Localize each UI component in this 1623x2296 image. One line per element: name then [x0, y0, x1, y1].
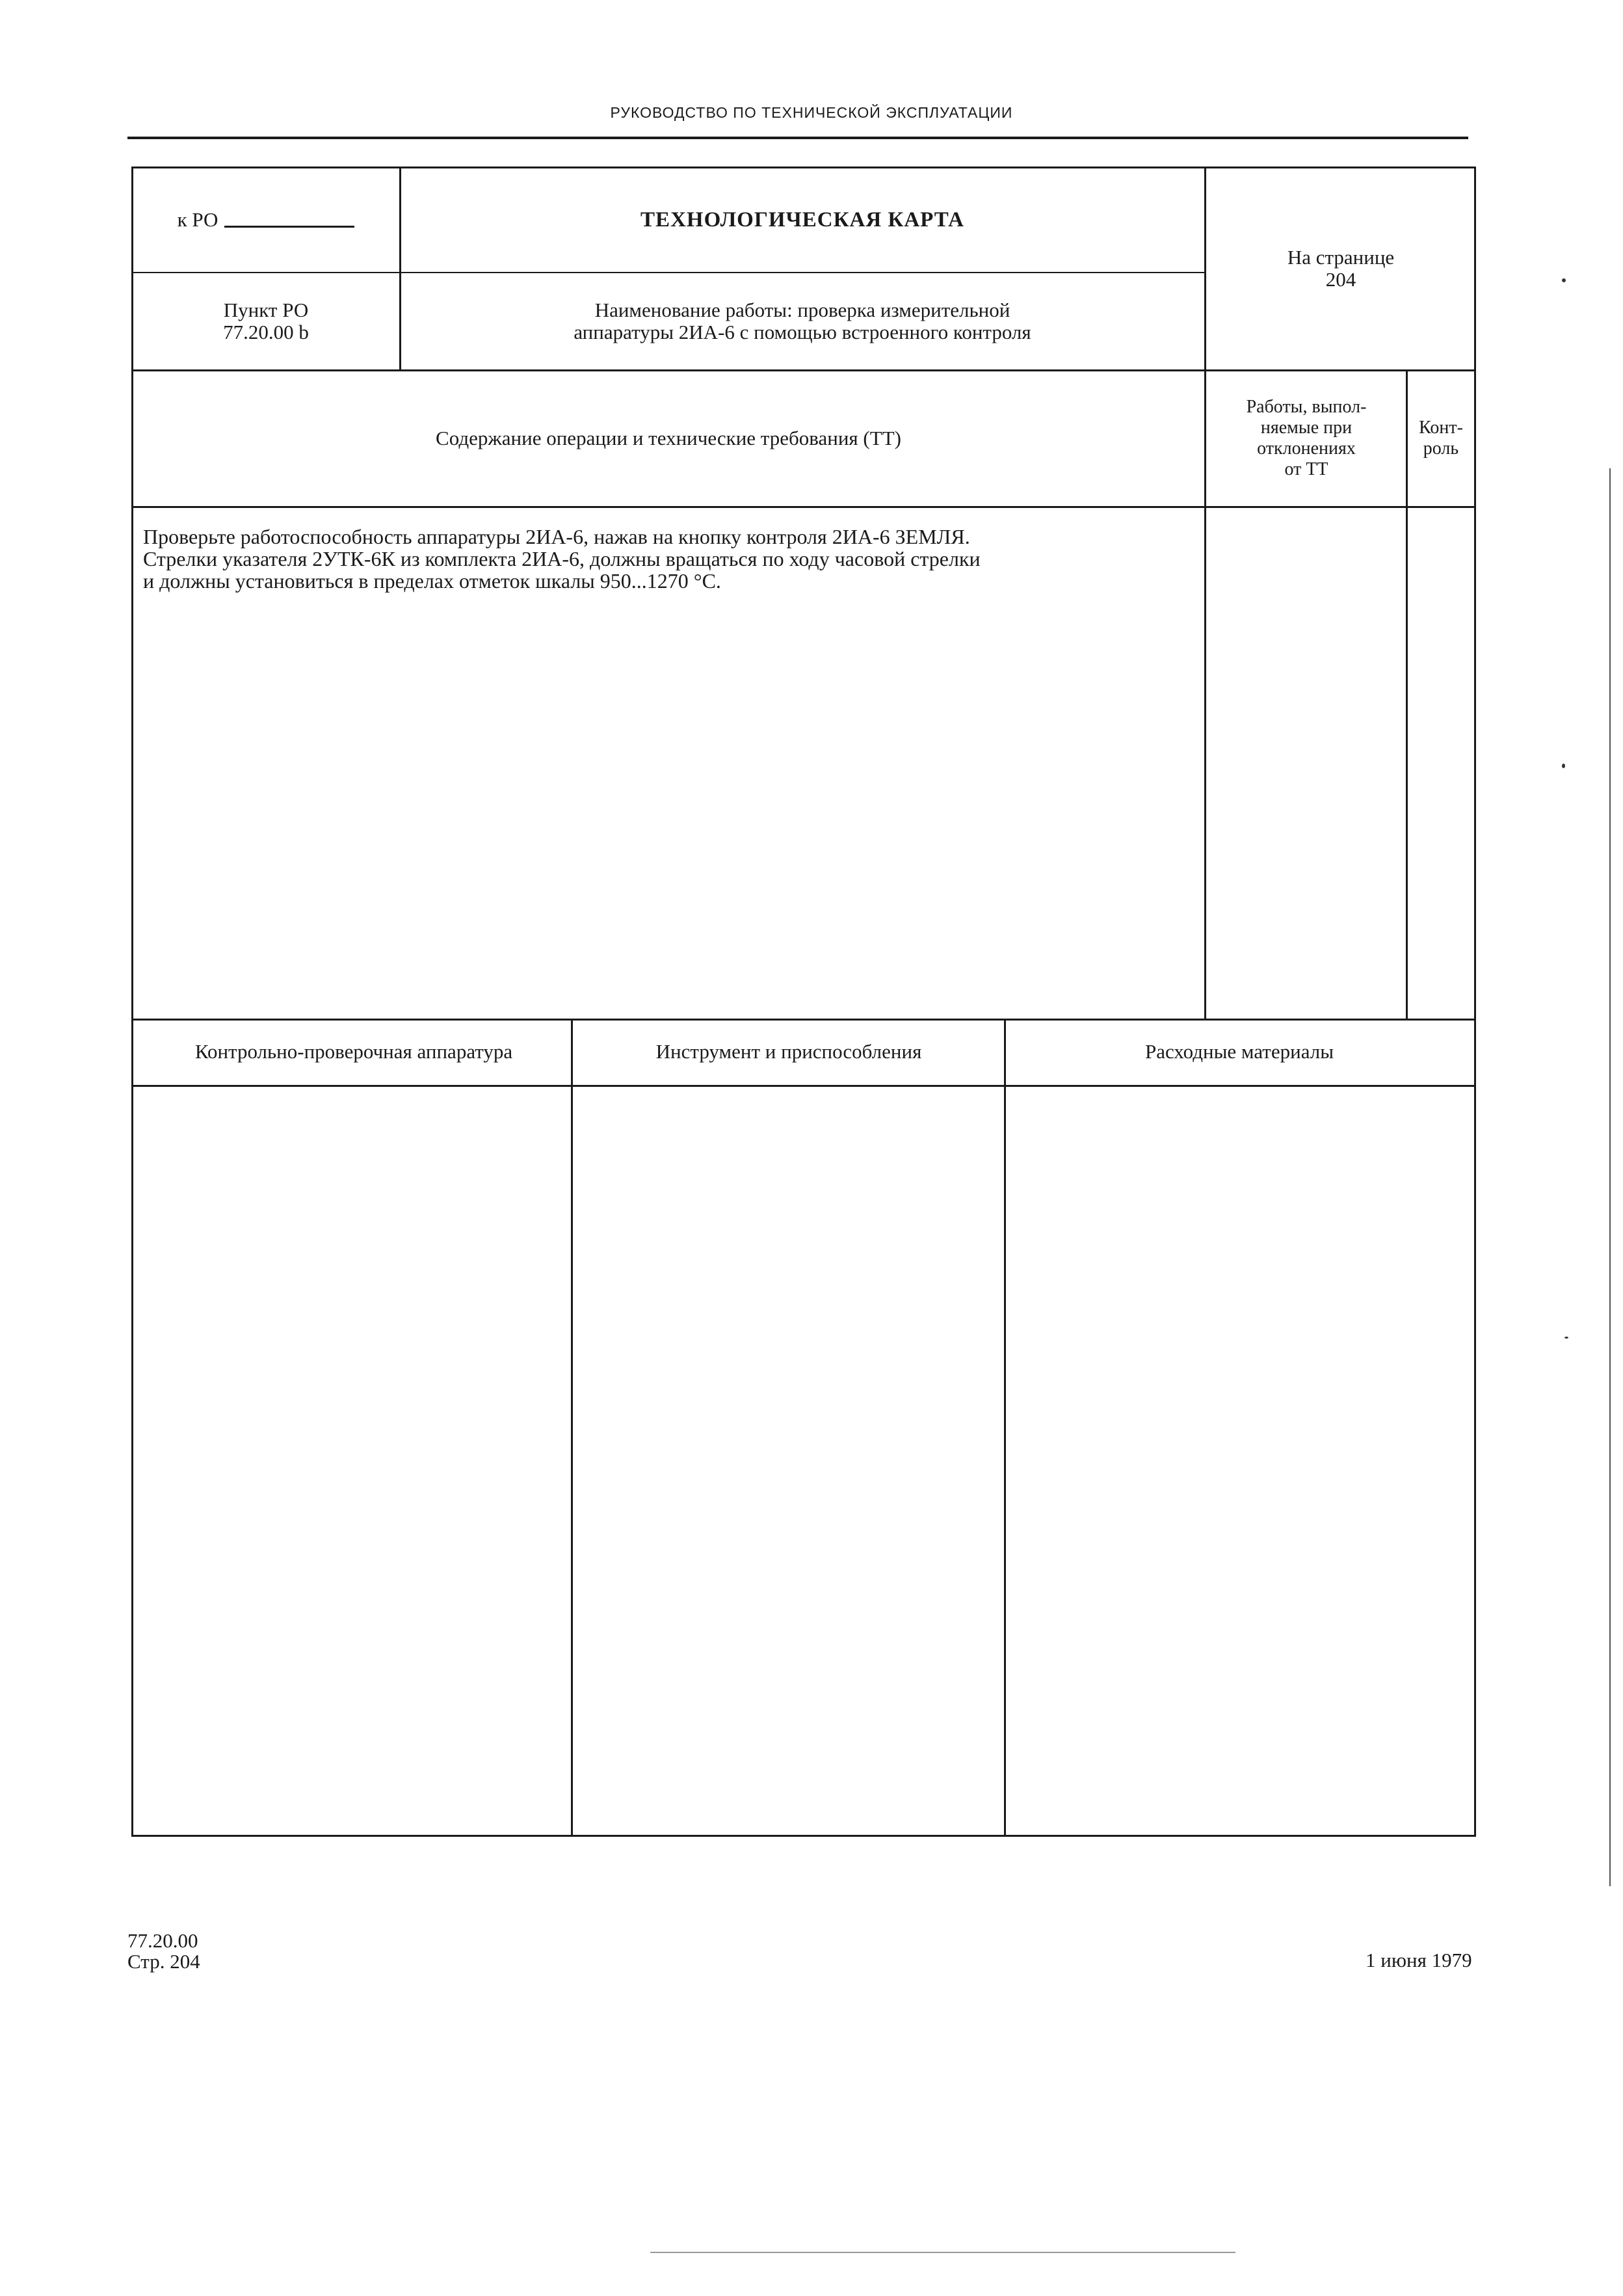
deviation-header-line: отклонениях: [1257, 438, 1356, 459]
footer-date: 1 июня 1979: [1366, 1949, 1472, 1971]
control-column-header: [1407, 371, 1475, 506]
punkt-label: Пункт РО: [223, 299, 309, 321]
divider: [571, 1019, 573, 1837]
operation-line: и должны установиться в пределах отметок шкалы 950...1270 °С.: [143, 569, 721, 593]
table-border-bottom: [131, 1835, 1476, 1837]
scan-smudge: [650, 2252, 1235, 2253]
ko-label: к РО: [177, 208, 218, 231]
header-rule: [127, 137, 1468, 139]
deviation-header-line: от ТТ: [1284, 459, 1328, 479]
deviation-header-line: няемые при: [1260, 418, 1352, 438]
punkt-cell: [133, 273, 399, 369]
deviation-header-line: Работы, выпол-: [1246, 397, 1367, 417]
divider: [1004, 1019, 1006, 1837]
work-name-cell: [401, 273, 1204, 369]
card-title: ТЕХНОЛОГИЧЕСКАЯ КАРТА: [640, 207, 964, 232]
scan-edge-line: [1609, 468, 1611, 1886]
deviation-column-header: [1207, 371, 1406, 506]
tools-column-header: Инструмент и приспособления: [655, 1040, 922, 1063]
footer-page: Стр. 204: [127, 1950, 200, 1973]
footer-left: [127, 1930, 200, 1972]
control-header-line: роль: [1423, 438, 1459, 459]
materials-column-header: Расходные материалы: [1144, 1040, 1334, 1063]
content-column-header: Содержание операции и технические требования (ТТ): [436, 427, 901, 449]
running-header: РУКОВОДСТВО ПО ТЕХНИЧЕСКОЙ ЭКСПЛУАТАЦИИ: [610, 104, 1013, 121]
divider: [1204, 167, 1206, 1020]
work-name-line: Наименование работы: проверка измерительной: [594, 299, 1010, 321]
control-header-line: Конт-: [1419, 418, 1463, 438]
footer-section: 77.20.00: [127, 1929, 198, 1952]
scan-speck: [1564, 1337, 1568, 1339]
equipment-column-header: Контрольно-проверочная аппаратура: [194, 1040, 513, 1063]
operation-text: [143, 526, 1196, 592]
scan-speck: [1562, 278, 1566, 282]
scan-speck: [1562, 764, 1565, 768]
divider: [131, 506, 1476, 508]
page-number: 204: [1325, 268, 1356, 291]
work-name-line: аппаратуры 2ИА-6 с помощью встроенного контроля: [574, 321, 1031, 343]
ko-cell: [133, 168, 399, 272]
ko-blank-line: [224, 213, 354, 228]
page-label: На странице: [1287, 246, 1395, 269]
divider: [131, 1085, 1476, 1087]
punkt-value: 77.20.00 b: [223, 321, 309, 343]
page-cell: [1207, 168, 1475, 369]
operation-line: Проверьте работоспособность аппаратуры 2ИА-6, нажав на кнопку контроля 2ИА-6 ЗЕМЛЯ.: [143, 525, 970, 548]
operation-line: Стрелки указателя 2УТК-6К из комплекта 2ИА-6, должны вращаться по ходу часовой стрелки: [143, 547, 981, 570]
